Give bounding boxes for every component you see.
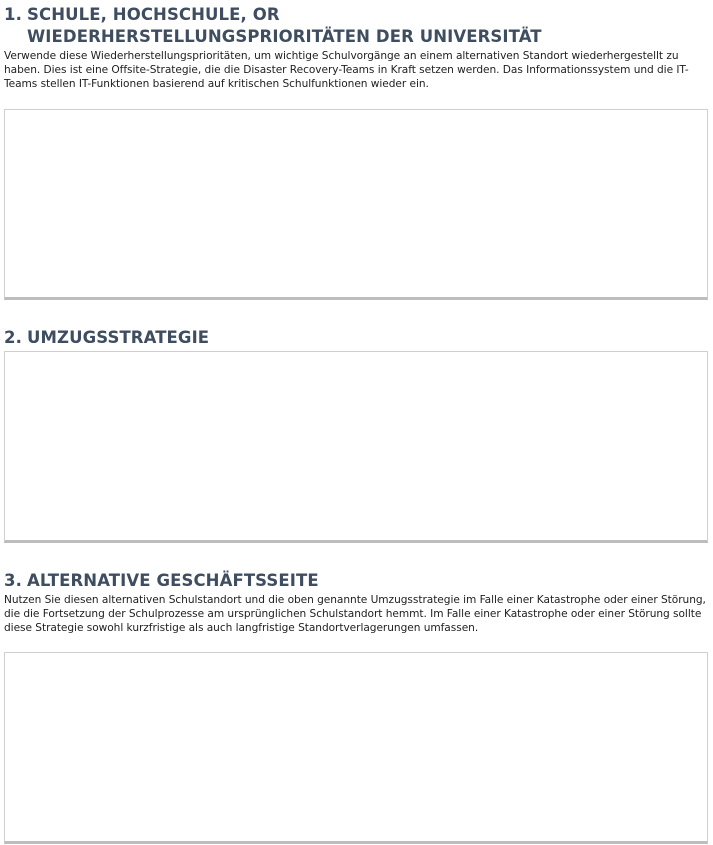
section-heading bbox=[4, 4, 710, 48]
section-alternative-site bbox=[4, 570, 710, 635]
section-title: SCHULE, HOCHSCHULE, OR WIEDERHERSTELLUNGSPRIORITÄTEN DER UNIVERSITÄT bbox=[27, 5, 542, 46]
section-heading bbox=[4, 570, 710, 592]
section-relocation-strategy bbox=[4, 327, 710, 349]
section-number: 1. bbox=[4, 5, 22, 24]
section-number: 3. bbox=[4, 571, 22, 590]
section-title: UMZUGSSTRATEGIE bbox=[27, 328, 210, 347]
section-heading bbox=[4, 327, 710, 349]
relocation-strategy-field[interactable] bbox=[4, 351, 708, 543]
section-title: ALTERNATIVE GESCHÄFTSSEITE bbox=[27, 571, 319, 590]
section-description: Nutzen Sie diesen alternativen Schulstandort und die oben genannte Umzugsstrategie im Falle einer Katastrophe oder einer Störung, die die Fortsetzung der Schulprozesse am ursprünglichen Schulstandort hemmt. Im Falle einer Katastrophe oder einer Störung sollte diese Strategie sowohl kurzfristige als auch langfristige Standortverlagerungen umfassen. bbox=[4, 594, 706, 634]
alternative-site-field[interactable] bbox=[4, 652, 708, 844]
section-description: Verwende diese Wiederherstellungsprioritäten, um wichtige Schulvorgänge an einem alternativen Standort wiederhergestellt zu haben. Dies ist eine Offsite-Strategie, die die Disaster Recovery-Teams in Kraft setzen werden. Das Informationssystem und die IT-Teams stellen IT-Funktionen basierend auf kritischen Schulfunktionen wieder ein. bbox=[4, 50, 689, 90]
recovery-priorities-field[interactable] bbox=[4, 109, 708, 300]
section-number: 2. bbox=[4, 328, 22, 347]
section-recovery-priorities bbox=[4, 4, 710, 91]
